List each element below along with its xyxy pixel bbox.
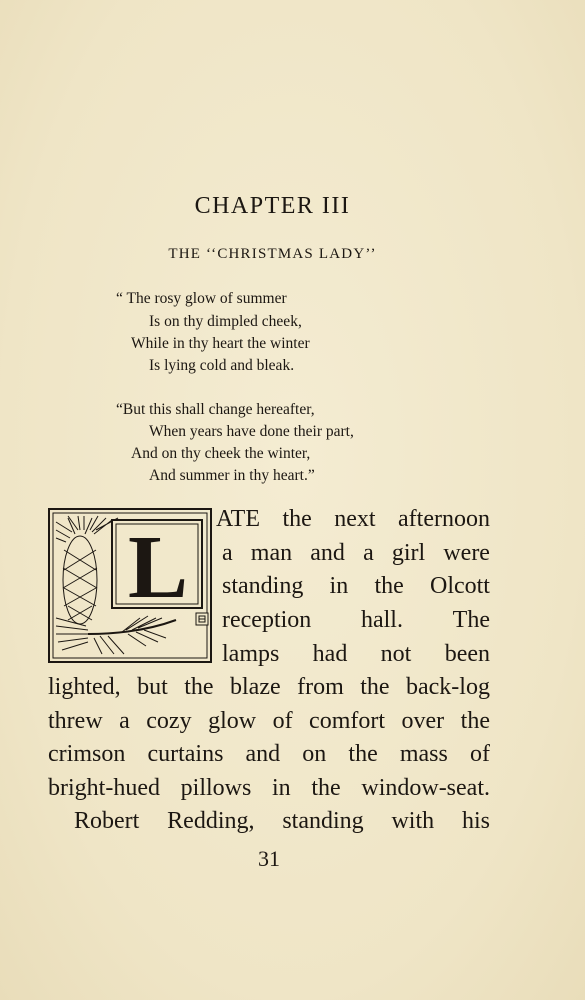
word: the: [184, 674, 214, 700]
word: reception: [222, 607, 312, 633]
word: back-log: [405, 674, 490, 700]
page-number: 31: [258, 846, 280, 871]
word: the: [374, 573, 404, 599]
word: bright-hued: [48, 775, 160, 801]
word: in: [329, 573, 349, 599]
word: Redding,: [167, 808, 255, 834]
word: blaze: [230, 674, 281, 700]
word: of: [469, 741, 490, 767]
word: next: [334, 506, 376, 532]
drop-cap-ornament: [48, 508, 212, 663]
text-line: [222, 540, 490, 567]
word: his: [461, 808, 490, 834]
word: the: [311, 775, 341, 801]
word: over: [401, 708, 445, 734]
word: Robert: [74, 808, 140, 834]
word: from: [297, 674, 344, 700]
text-line: [48, 775, 490, 802]
word: the: [460, 708, 490, 734]
word: curtains: [147, 741, 224, 767]
text-line: [216, 506, 490, 533]
poem-line: Is lying cold and bleak.: [149, 357, 295, 374]
text-line: [222, 573, 490, 600]
word: a: [119, 708, 130, 734]
poem-line: While in thy heart the winter: [131, 335, 310, 352]
word: lamps: [222, 641, 280, 667]
poem-line: “ The rosy glow of summer: [116, 290, 287, 307]
poem-line: Is on thy dimpled cheek,: [149, 313, 302, 330]
chapter-subtitle: THE ‘‘CHRISTMAS LADY’’: [168, 246, 377, 262]
pine-branch-ornament-icon: [48, 508, 212, 663]
drop-cap-letter: L: [127, 518, 189, 617]
word: been: [444, 641, 490, 667]
word: lighted,: [48, 674, 121, 700]
word: standing: [282, 808, 364, 834]
word: cozy: [146, 708, 192, 734]
word: glow: [208, 708, 257, 734]
word: man: [250, 540, 293, 566]
word: threw: [48, 708, 103, 734]
word: Olcott: [429, 573, 490, 599]
word: were: [443, 540, 490, 566]
word: with: [391, 808, 435, 834]
word: afternoon: [398, 506, 490, 532]
word: and: [310, 540, 345, 566]
word: girl: [391, 540, 426, 566]
word: pillows: [180, 775, 252, 801]
word: The: [452, 607, 490, 633]
text-line: [48, 741, 490, 768]
text-line: [48, 674, 490, 701]
word: ATE: [216, 506, 260, 532]
word: but: [137, 674, 168, 700]
word: window-seat.: [361, 775, 490, 801]
word: the: [348, 741, 378, 767]
word: on: [302, 741, 327, 767]
text-line: [74, 808, 490, 835]
chapter-title: CHAPTER III: [194, 193, 351, 219]
word: had: [312, 641, 348, 667]
word: a: [222, 540, 233, 566]
word: in: [272, 775, 291, 801]
word: the: [360, 674, 390, 700]
word: comfort: [309, 708, 386, 734]
word: of: [272, 708, 293, 734]
word: mass: [399, 741, 448, 767]
word: crimson: [48, 741, 126, 767]
word: a: [363, 540, 374, 566]
poem-line: When years have done their part,: [149, 423, 354, 440]
text-line: [48, 708, 490, 735]
poem-line: “But this shall change hereafter,: [116, 401, 315, 418]
poem-line: And summer in thy heart.”: [149, 467, 315, 484]
word: hall.: [360, 607, 403, 633]
poem-line: And on thy cheek the winter,: [131, 445, 311, 462]
text-line: [222, 607, 490, 634]
word: standing: [222, 573, 304, 599]
word: the: [282, 506, 312, 532]
word: and: [245, 741, 281, 767]
word: not: [380, 641, 412, 667]
text-line: [222, 641, 490, 668]
